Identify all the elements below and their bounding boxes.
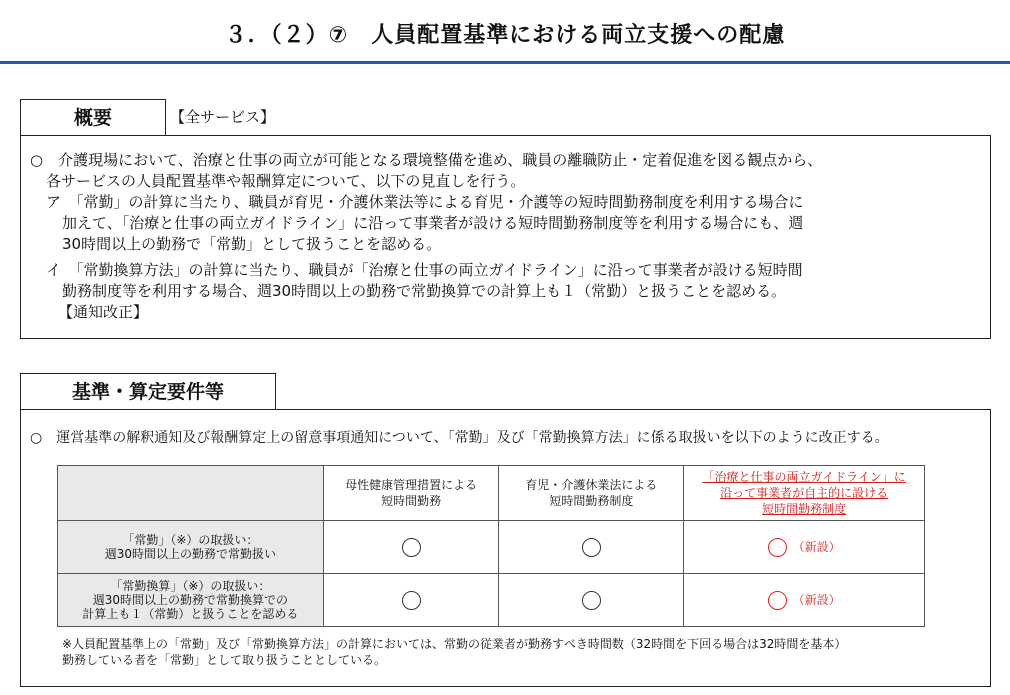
row-header: [58, 521, 324, 574]
column-header-line: 短時間勤務制度: [762, 502, 847, 516]
column-header-line: 育児・介護休業法による: [525, 478, 658, 492]
row-header-line: 「常勤換算」（※）の取扱い：: [110, 579, 271, 593]
column-header-line: 「治療と仕事の両立ガイドライン」に: [702, 470, 906, 484]
overview-line: ○ 介護現場において、治療と仕事の両立が可能となる環境整備を進め、職員の離職防止・定着促進を図る観点から、: [30, 151, 823, 169]
circle-mark-icon: [582, 591, 601, 610]
overview-line: 各サービスの人員配置基準や報酬算定について、以下の見直しを行う。: [46, 172, 526, 190]
table-row: [58, 574, 925, 627]
column-header-line: 沿って事業者が自主的に設ける: [720, 486, 889, 500]
overview-line: 加えて、「治療と仕事の両立ガイドライン」に沿って事業者が設ける短時間勤務制度等を利用する場合にも、週: [62, 214, 804, 232]
circle-mark-icon: [582, 538, 601, 557]
red-circle-mark-icon: [768, 591, 787, 610]
column-header: [499, 466, 684, 521]
row-header-line: 計算上も１（常勤）と扱うことを認める: [82, 607, 299, 621]
overview-line: ア 「常勤」の計算に当たり、職員が育児・介護休業法等による育児・介護等の短時間勤務制度を利用する場合に: [46, 193, 804, 211]
requirements-tab: 基準・算定要件等: [20, 373, 276, 410]
new-provision-label: （新設）: [792, 593, 841, 607]
column-header-line: 短時間勤務制度: [549, 494, 634, 508]
overview-line: 勤務制度等を利用する場合、週30時間以上の勤務で常勤換算での計算上も１（常勤）と扱うことを認める。: [62, 282, 787, 300]
table-header-row: [58, 466, 925, 521]
overview-line: イ 「常勤換算方法」の計算に当たり、職員が「治療と仕事の両立ガイドライン」に沿って事業者が設ける短時間: [46, 261, 803, 279]
column-header: [323, 466, 499, 521]
table-cell: [323, 521, 499, 574]
row-header-line: 週30時間以上の勤務で常勤扱い: [104, 547, 276, 561]
page-title: ３．（２）⑦ 人員配置基準における両立支援への配慮: [224, 23, 786, 48]
service-scope-label: 【全サービス】: [170, 108, 276, 126]
overview-line: 30時間以上の勤務で「常勤」として扱うことを認める。: [62, 235, 442, 253]
red-circle-mark-icon: [768, 538, 787, 557]
table-cell: [684, 574, 925, 627]
table-corner-cell: [58, 466, 324, 521]
title-divider: [0, 61, 1010, 64]
overview-tab: 概要: [20, 99, 166, 136]
row-header-line: 週30時間以上の勤務で常勤換算での: [92, 593, 288, 607]
circle-mark-icon: [402, 591, 421, 610]
circle-mark-icon: [402, 538, 421, 557]
row-header-line: 「常勤」（※）の取扱い：: [122, 533, 259, 547]
column-header-new: [684, 466, 925, 521]
row-header: [58, 574, 324, 627]
table-cell: [323, 574, 499, 627]
new-provision-label: （新設）: [792, 540, 841, 554]
table-cell: [499, 521, 684, 574]
table-cell: [499, 574, 684, 627]
table-cell: [684, 521, 925, 574]
footnote-line: 勤務している者を「常勤」として取り扱うこととしている。: [62, 653, 387, 667]
requirements-table: [57, 465, 925, 627]
footnote-line: ※人員配置基準上の「常勤」及び「常勤換算方法」の計算においては、常勤の従業者が勤務すべき時間数（32時間を下回る場合は32時間を基本）: [62, 637, 847, 651]
column-header-line: 母性健康管理措置による: [345, 478, 478, 492]
column-header-line: 短時間勤務: [381, 494, 442, 508]
footnote: [62, 636, 846, 668]
notice-revision-label: 【通知改正】: [58, 303, 149, 321]
requirements-intro: ○ 運営基準の解釈通知及び報酬算定上の留意事項通知について、「常勤」及び「常勤換算方法」に係る取扱いを以下のように改正する。: [30, 430, 889, 446]
table-row: [58, 521, 925, 574]
